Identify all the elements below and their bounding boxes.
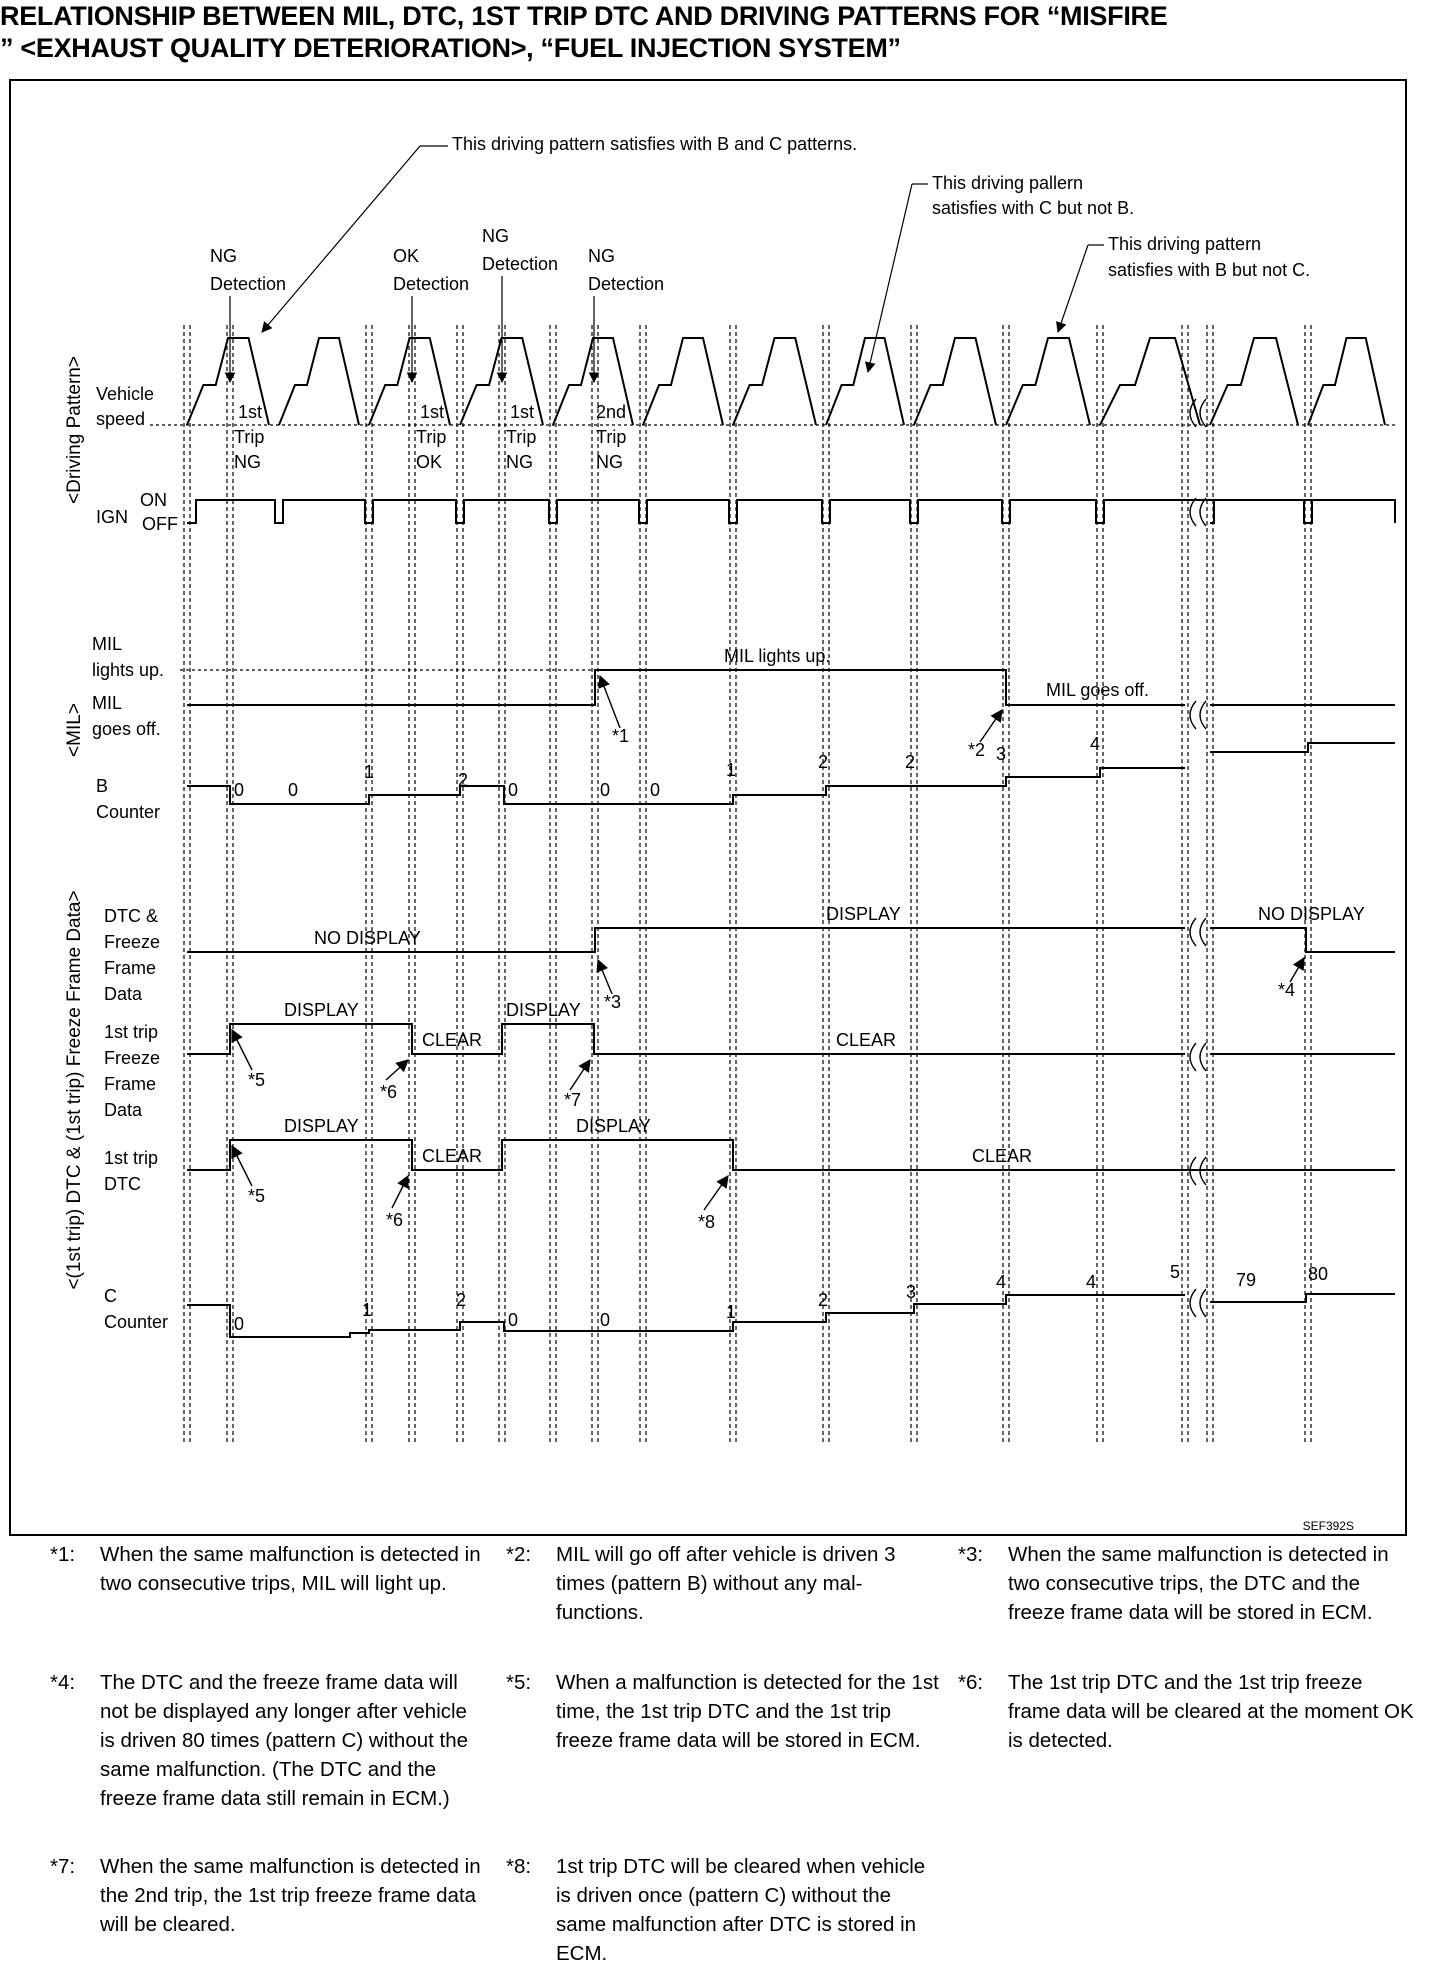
footnote-8	[506, 1852, 941, 1968]
state-mil-goes-off: MIL goes off.	[1046, 680, 1150, 700]
break-mark-6-b	[1200, 1289, 1206, 1317]
callout-b-not-c-pointer	[1058, 245, 1088, 332]
marker-arrow	[232, 1030, 252, 1070]
footnote-1	[50, 1540, 485, 1598]
speed-trip-10	[1100, 338, 1200, 425]
break-mark-0-a	[1190, 399, 1196, 427]
state-no-display-2: NO DISPLAY	[1258, 904, 1365, 924]
footnote-8-text: 1st trip DTC will be cleared when vehicle is driven once (pattern C) without the same malfunction after DTC is stored in ECM.	[556, 1855, 926, 1965]
footnote-2-tag: *2:	[506, 1543, 532, 1566]
label-1st-trip-ff-2: Freeze	[104, 1048, 161, 1068]
label-mil-lights-up-2: lights up.	[92, 660, 165, 680]
marker-arrow	[598, 960, 612, 994]
state-dtc1-clear-1: CLEAR	[422, 1146, 483, 1166]
callout-bc-pointer	[262, 146, 420, 332]
c-counter-value: 3	[906, 1282, 917, 1302]
footnote-5	[506, 1668, 941, 1755]
label-mil-goes-off-2: goes off.	[92, 719, 161, 739]
c-counter-value: 1	[362, 1300, 373, 1320]
speed-trip-11	[1210, 338, 1298, 425]
callout-c-not-b-line-2: satisfies with C but not B.	[932, 198, 1135, 218]
detection-ng-1-line-1: NG	[210, 246, 237, 266]
label-dtc-ff-2: Freeze	[104, 932, 161, 952]
state-ff-display-1: DISPLAY	[284, 1000, 359, 1020]
break-mark-2-a	[1190, 701, 1196, 729]
trip-4-line-1: 2nd	[596, 402, 627, 422]
break-mark-3-b	[1200, 918, 1206, 946]
footnote-7	[50, 1852, 485, 1939]
footnote-2-text: MIL will go off after vehicle is driven 3 times (pattern B) without any mal-functions.	[556, 1543, 896, 1624]
diagram-frame	[10, 80, 1406, 1535]
state-dtc1-display-2: DISPLAY	[576, 1116, 651, 1136]
section-label-dtc: <(1st trip) DTC & (1st trip) Freeze Frame Data>	[64, 890, 85, 1290]
state-display: DISPLAY	[826, 904, 901, 924]
label-ign: IGN	[96, 507, 129, 527]
footnote-7-text: When the same malfunction is detected in the 2nd trip, the 1st trip freeze frame data will be cleared.	[100, 1855, 481, 1936]
footnote-4-text: The DTC and the freeze frame data will not be displayed any longer after vehicle is driven 80 times (pattern C) without the same malfunction. (The DTC and the freeze frame data still remain in ECM.)	[100, 1671, 469, 1810]
state-no-display: NO DISPLAY	[314, 928, 421, 948]
time-break-marks	[1190, 399, 1206, 1317]
label-mil-goes-off-1: MIL	[92, 693, 123, 713]
marker-arrow	[980, 710, 1002, 742]
c-counter-value: 0	[508, 1310, 519, 1330]
detection-ng-3-line-2: Detection	[588, 274, 665, 294]
vehicle-speed-trips	[187, 338, 1385, 425]
b-counter-value: 2	[905, 752, 916, 772]
speed-trip-9	[1006, 338, 1090, 425]
detection-ng-2-line-2: Detection	[482, 254, 559, 274]
label-1st-trip-ff-1: 1st trip	[104, 1022, 159, 1042]
first-trip-dtc-waveform	[187, 1140, 1395, 1170]
c-counter-value: 0	[600, 1310, 611, 1330]
trip-3-line-2: Trip	[506, 427, 537, 447]
label-mil-lights-up-1: MIL	[92, 634, 123, 654]
footnote-5-tag: *5:	[506, 1671, 532, 1694]
detection-ok-line-1: OK	[393, 246, 420, 266]
label-c-counter-2: Counter	[104, 1312, 169, 1332]
b-counter-value: 0	[600, 780, 611, 800]
first-trip-ff-waveform	[187, 1024, 1185, 1054]
state-mil-lights-up: MIL lights up.	[724, 646, 831, 666]
break-mark-2-b	[1200, 701, 1206, 729]
break-mark-1-a	[1190, 498, 1196, 526]
detection-ng-1-line-2: Detection	[210, 274, 287, 294]
trip-4-line-2: Trip	[596, 427, 627, 447]
callout-b-not-c-line-2: satisfies with B but not C.	[1108, 260, 1311, 280]
ign-waveform-end	[1210, 500, 1395, 523]
b-counter-value: 3	[996, 744, 1007, 764]
c-counter-value: 80	[1308, 1264, 1329, 1284]
label-1st-trip-dtc-1: 1st trip	[104, 1148, 159, 1168]
break-mark-1-b	[1200, 498, 1206, 526]
state-ff-clear-1: CLEAR	[422, 1030, 483, 1050]
mil-waveform	[187, 670, 1185, 705]
marker-label: *5	[248, 1186, 266, 1206]
c-counter-value: 0	[234, 1314, 245, 1334]
footnote-2	[506, 1540, 941, 1627]
speed-trip-7	[826, 338, 904, 425]
b-counter-value: 1	[364, 762, 375, 782]
b-counter-value: 2	[818, 752, 829, 772]
section-label-driving: <Driving Pattern>	[64, 356, 85, 504]
label-vehicle-speed-1: Vehicle	[96, 384, 155, 404]
footnote-4-tag: *4:	[50, 1671, 76, 1694]
label-c-counter-1: C	[104, 1286, 117, 1306]
c-counter-waveform-end	[1210, 1294, 1395, 1302]
marker-label: *4	[1278, 980, 1296, 1000]
b-counter-value: 0	[508, 780, 519, 800]
footnote-6-text: The 1st trip DTC and the 1st trip freeze frame data will be cleared at the moment OK is detected.	[1008, 1671, 1414, 1752]
ign-waveform	[187, 500, 1395, 523]
c-counter-value: 1	[726, 1302, 737, 1322]
trip-2-line-1: 1st	[420, 402, 445, 422]
callout-c-not-b-line-1: This driving pallern	[932, 173, 1084, 193]
c-counter-value: 4	[996, 1272, 1007, 1292]
label-b-counter-1: B	[96, 776, 109, 796]
page-title-line-1: RELATIONSHIP BETWEEN MIL, DTC, 1ST TRIP DTC AND DRIVING PATTERNS FOR “MISFIRE	[0, 1, 1168, 31]
break-mark-3-a	[1190, 918, 1196, 946]
break-mark-4-b	[1200, 1043, 1206, 1071]
c-counter-value: 5	[1170, 1262, 1181, 1282]
b-counter-value: 0	[234, 780, 245, 800]
b-counter-value: 0	[288, 780, 299, 800]
footnote-6-tag: *6:	[958, 1671, 984, 1694]
speed-trip-1	[279, 338, 359, 425]
footnote-7-tag: *7:	[50, 1855, 76, 1878]
trip-3-line-1: 1st	[510, 402, 535, 422]
trip-1-line-1: 1st	[238, 402, 263, 422]
trip-2-line-2: Trip	[416, 427, 447, 447]
break-mark-0-b	[1200, 399, 1206, 427]
b-counter-waveform	[187, 768, 1185, 804]
speed-trip-5	[643, 338, 723, 425]
footnote-8-tag: *8:	[506, 1855, 532, 1878]
marker-arrow	[386, 1060, 408, 1080]
footnote-1-tag: *1:	[50, 1543, 76, 1566]
b-counter-value: 1	[726, 760, 737, 780]
speed-trip-12	[1308, 338, 1385, 425]
footnote-6	[958, 1668, 1418, 1755]
marker-arrow	[392, 1176, 408, 1208]
footnote-3	[958, 1540, 1418, 1627]
marker-label: *7	[564, 1090, 582, 1110]
label-vehicle-speed-2: speed	[96, 409, 146, 429]
callout-c-not-b-pointer	[868, 184, 912, 372]
label-1st-trip-ff-4: Data	[104, 1100, 143, 1120]
ign-waveform-main	[187, 500, 1312, 523]
c-counter-value: 2	[818, 1290, 829, 1310]
label-b-counter-2: Counter	[96, 802, 161, 822]
c-counter-value: 79	[1236, 1270, 1257, 1290]
footnote-4	[50, 1668, 485, 1813]
detection-ng-3-line-1: NG	[588, 246, 615, 266]
c-counter-value: 4	[1086, 1272, 1097, 1292]
marker-arrow	[1290, 958, 1304, 982]
footnote-markers	[232, 676, 1304, 1232]
marker-label: *3	[604, 992, 622, 1012]
figure-code: SEF392S	[1302, 1519, 1354, 1533]
marker-arrow	[232, 1146, 252, 1186]
marker-arrow	[600, 676, 620, 728]
state-ff-display-2: DISPLAY	[506, 1000, 581, 1020]
b-counter-value: 4	[1090, 734, 1101, 754]
marker-label: *5	[248, 1070, 266, 1090]
c-counter-value: 2	[456, 1290, 467, 1310]
footnote-5-text: When a malfunction is detected for the 1st time, the 1st trip DTC and the 1st trip freeze frame data will be stored in ECM.	[556, 1671, 939, 1752]
callout-bc-patterns: This driving pattern satisfies with B and C patterns.	[452, 134, 858, 154]
speed-trip-6	[733, 338, 816, 425]
c-counter-waveform	[187, 1295, 1185, 1337]
b-counter-value: 2	[458, 770, 469, 790]
marker-label: *8	[698, 1212, 716, 1232]
footnote-1-text: When the same malfunction is detected in two consecutive trips, MIL will light up.	[100, 1543, 481, 1595]
label-dtc-ff-1: DTC &	[104, 906, 158, 926]
section-label-mil: <MIL>	[64, 703, 85, 757]
trip-3-line-3: NG	[506, 452, 533, 472]
state-ff-clear-2: CLEAR	[836, 1030, 897, 1050]
trip-4-line-3: NG	[596, 452, 623, 472]
label-ign-off: OFF	[142, 514, 178, 534]
state-dtc1-display-1: DISPLAY	[284, 1116, 359, 1136]
marker-label: *1	[612, 726, 630, 746]
marker-arrow	[570, 1060, 590, 1090]
label-ign-on: ON	[140, 490, 167, 510]
trip-1-line-3: NG	[234, 452, 261, 472]
state-dtc1-clear-2: CLEAR	[972, 1146, 1033, 1166]
speed-trip-8	[914, 338, 996, 425]
marker-label: *2	[968, 740, 986, 760]
detection-ok-line-2: Detection	[393, 274, 470, 294]
dtc-ff-waveform-end	[1210, 928, 1395, 952]
footnote-3-text: When the same malfunction is detected in two consecutive trips, the DTC and the freeze frame data will be stored in ECM.	[1008, 1543, 1389, 1624]
b-counter-waveform-end	[1210, 743, 1395, 752]
label-1st-trip-dtc-2: DTC	[104, 1174, 141, 1194]
break-mark-4-a	[1190, 1043, 1196, 1071]
trip-1-line-2: Trip	[234, 427, 265, 447]
callout-b-not-c-line-1: This driving pattern	[1108, 234, 1262, 254]
marker-label: *6	[380, 1082, 398, 1102]
break-mark-6-a	[1190, 1289, 1196, 1317]
page-title-line-2: ” <EXHAUST QUALITY DETERIORATION>, “FUEL INJECTION SYSTEM”	[0, 33, 901, 63]
detection-ng-2-line-1: NG	[482, 226, 509, 246]
marker-arrow	[704, 1176, 728, 1210]
trip-2-line-3: OK	[416, 452, 443, 472]
marker-label: *6	[386, 1210, 404, 1230]
label-dtc-ff-3: Frame	[104, 958, 157, 978]
trip-boundary-lines	[184, 325, 1311, 1445]
c-counter-values	[234, 1262, 1328, 1334]
label-dtc-ff-4: Data	[104, 984, 143, 1004]
label-1st-trip-ff-3: Frame	[104, 1074, 157, 1094]
footnote-3-tag: *3:	[958, 1543, 984, 1566]
b-counter-value: 0	[650, 780, 661, 800]
